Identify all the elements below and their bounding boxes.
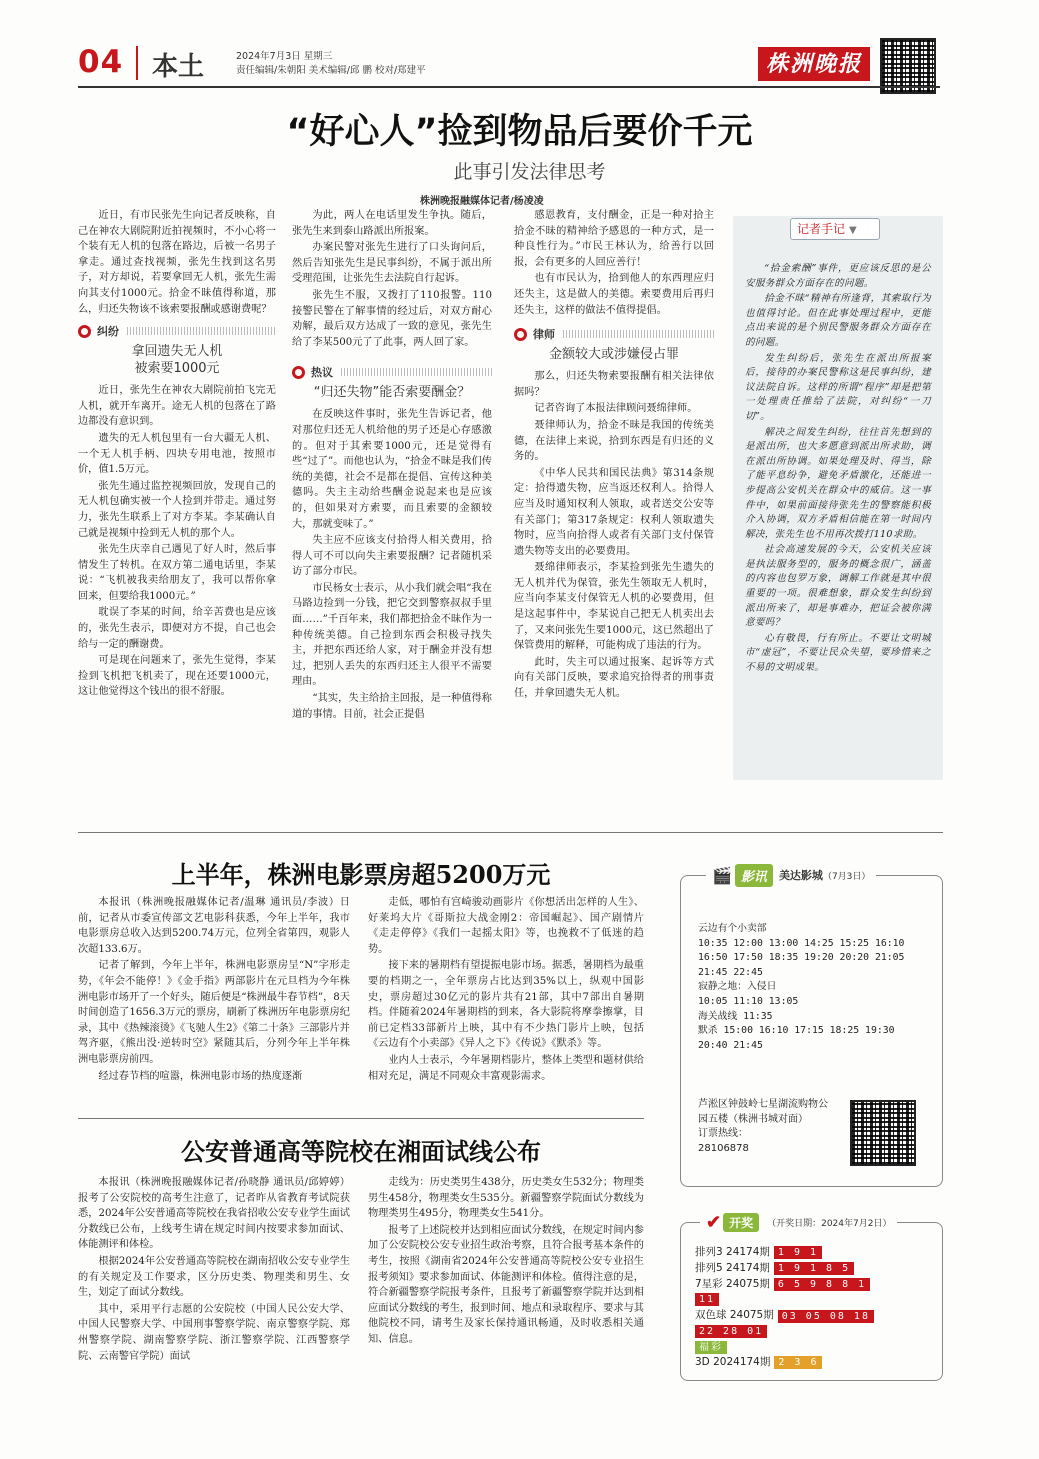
lottery-results-list bbox=[695, 1245, 935, 1371]
section-name: 本土 bbox=[152, 52, 205, 82]
paragraph: 报考了上述院校并达到相应面试分数线，在规定时间内参加了公安院校公安专业招生政治考察，且符合报考基本条件的考生，按照《湖南省2024年公安普通高等院校公安专业招生报考须知》要求参加面试、体能测评和体检。值得注意的是，符合新疆警察学院报考条件，且报考了新疆警察学院并达到相应面试分数线的考生，报到时间、地点和录取程序、要求与其他院校不同，请考生及家长保持通讯畅通，及时收悉相关通知、信息。 bbox=[368, 1224, 644, 1345]
paragraph: 张先生庆幸自己遇见了好人时，然后事情发生了转机。在双方第二通电话里，李某说：“飞机被我卖给朋友了，我可以帮你拿回来，但要给我1000元。” bbox=[78, 544, 276, 602]
section-tag: 律师 bbox=[533, 328, 555, 342]
showtime-line: 寂静之地：入侵日 bbox=[698, 981, 777, 993]
paragraph: 感恩教育，支付酬金，正是一种对拾主拾金不昧的精神给予感恩的一种方式，是一种良性行为。”市民王林认为，给善行以回报，会有更多的人回应善行！ bbox=[514, 210, 714, 268]
note-paragraph: 拾金不昧“精神有所逢背，其索取行为也值得讨论。但在此事处理过程中，更能点出来说的是个别民警服务群众方面存在的问题。 bbox=[745, 293, 931, 348]
paragraph: 遗失的无人机包里有一台大疆无人机、一个无人机手柄、四块专用电池，按照市价，值1.5万元。 bbox=[78, 432, 276, 476]
section-header-discussion bbox=[292, 364, 492, 380]
newspaper-logo: 株洲晚报 bbox=[758, 47, 870, 81]
paragraph: 聂律师认为，拾金不昧是我国的传统美德，在法律上来说，拾到东西是有归还的义务的。 bbox=[514, 419, 714, 463]
subtitle-line: 被索要1000元 bbox=[134, 361, 220, 377]
lottery-numbers: 11 bbox=[695, 1293, 719, 1306]
header-rule bbox=[78, 86, 940, 88]
paragraph: 经过春节档的喧嚣，株洲电影市场的热度逐渐 bbox=[98, 1070, 303, 1082]
film-camera-icon: 🎬 bbox=[712, 865, 732, 885]
showtime-line: 20:40 21:45 bbox=[698, 1039, 763, 1051]
editors-line: 责任编辑/朱朝阳 美术编辑/邱 鹏 校对/郑建平 bbox=[236, 65, 426, 76]
lottery-name: 排列3 24174期 bbox=[695, 1246, 770, 1258]
phone-number: 28106878 bbox=[698, 1142, 749, 1154]
section-subtitle bbox=[78, 343, 276, 377]
paragraph: 张先生通过监控视频回放，发现自己的无人机包确实被一个人捡到并带走。通过努力，张先生联系上了对方李某。李某确认自己就是视频中捡到无人机的那个人。 bbox=[78, 480, 276, 539]
journalist-notes-body bbox=[745, 262, 931, 677]
paragraph: 本报讯（株洲晚报融媒体记者/温琳 通讯员/李波）日前，记者从市委宣传部文艺电影科获悉，今年上半年，我市电影票房总收入达到5200.74万元，位列全省第四，观影人次超133.6万。 bbox=[78, 897, 350, 955]
lottery-numbers: 22 28 01 bbox=[695, 1325, 767, 1338]
notes-tab-label: 记者手记 bbox=[797, 222, 846, 236]
hatched-bar bbox=[563, 330, 714, 338]
movie-label: 影讯 bbox=[735, 864, 773, 887]
lottery-numbers: 2 3 6 bbox=[774, 1356, 822, 1369]
note-paragraph: 心有敬畏，行有所止。不要让文明城市“虚冠”，不要让民众失望，要珍惜来之不易的文明成果。 bbox=[745, 632, 931, 674]
paragraph: 本报讯（株洲晚报融媒体记者/孙晓静 通讯员/邱婷婷）报考了公安院校的高考生注意了，记者昨从省教育考试院获悉，2024年公安普通高等院校在我省招收公安专业学生面试分数线已公布，上线考生请在规定时间内按要求参加面试、体能测评和体检。 bbox=[78, 1177, 350, 1251]
lottery-name: 福彩 bbox=[695, 1341, 727, 1354]
article2-title: 上半年，株洲电影票房超5200万元 bbox=[171, 860, 551, 889]
article1-subtitle: 此事引发法律思考 bbox=[453, 161, 606, 183]
section-rule bbox=[78, 1118, 644, 1119]
circle-icon bbox=[514, 328, 527, 341]
paragraph: 耽误了李某的时间，给辛苦费也是应该的，张先生表示，即便对方不提，自己也会给与一定的酬谢费。 bbox=[78, 607, 276, 650]
paragraph: 近日，张先生在神农大剧院前拍飞完无人机，就开车离开。途无人机的包落在了路边都没有意识到。 bbox=[78, 385, 276, 428]
lottery-row bbox=[695, 1277, 935, 1309]
showtime-line: 16:50 17:50 18:35 19:20 20:20 21:05 bbox=[698, 952, 905, 964]
article3-title: 公安普通高等院校在湘面试线公布 bbox=[181, 1137, 541, 1166]
paragraph: 张先生不服，又拨打了110报警。110接警民警在了解事情的经过后，对双方耐心劝解，最后双方达成了一致的意见，张先生给了李某500元了了此事，两人回了家。 bbox=[292, 289, 492, 348]
journalist-notes-tab bbox=[790, 218, 880, 240]
paragraph: 办案民警对张先生进行了口头询问后，然后告知张先生是民事纠纷，不属于派出所受理范围，让张先生去法院自行起诉。 bbox=[292, 242, 492, 285]
section-rule bbox=[78, 832, 943, 833]
article1-column-3 bbox=[514, 208, 714, 703]
paragraph: 也有市民认为，拾到他人的东西理应归还失主，这是做人的美德。索要费用后再归还失主，这样的做法不值得提倡。 bbox=[514, 273, 714, 316]
article2-column-1 bbox=[78, 895, 350, 1085]
lottery-name: 7星彩 24075期 bbox=[695, 1277, 770, 1290]
section-header-lawyer bbox=[514, 326, 714, 342]
cinema-name: 美达影城 bbox=[778, 869, 823, 882]
circle-icon bbox=[292, 366, 305, 379]
paragraph: 记者了解到，今年上半年，株洲电影票房呈“N”字形走势，《年会不能停！》《金手指》两部影片在元旦档为今年株洲电影市场开了一个好头，随后便是“株洲最牛春节档”，8天时间创造了1656.3万元的票房，刷新了株洲历年电影票房纪录，其中《热辣滚烫》《飞驰人生2》《第二十条》三部影片并驾齐驱，《熊出没·逆转时空》紧随其后，分列今年上半年株洲电影票房前四。 bbox=[78, 960, 350, 1065]
lottery-numbers: 1 9 1 bbox=[774, 1246, 822, 1259]
paragraph: 那么，归还失物索要报酬有相关法律依据吗？ bbox=[514, 371, 714, 398]
paragraph: 其中，采用平行志愿的公安院校（中国人民公安大学、中国人民警察大学、中国刑事警察学院、南京警察学院、郑州警察学院、湖南警察学院、浙江警察学院、江西警察学院、云南警官学院）面试 bbox=[78, 1303, 350, 1362]
note-paragraph: “拾金索酬”事件，更应该反思的是公安服务群众方面存在的问题。 bbox=[745, 263, 931, 289]
paragraph: 失主应不应该支付拾得人相关费用，拾得人可不可以向失主索要报酬？记者随机采访了部分市民。 bbox=[292, 535, 492, 578]
paragraph: 为此，两人在电话里发生争执。随后，张先生来到泰山路派出所报案。 bbox=[292, 210, 492, 237]
lottery-numbers: 03 05 08 18 bbox=[778, 1310, 874, 1323]
lottery-row bbox=[695, 1340, 935, 1355]
lottery-row bbox=[695, 1308, 935, 1340]
phone-label: 订票热线： bbox=[698, 1128, 748, 1140]
article1-title: “好心人”捡到物品后要价千元 bbox=[286, 112, 753, 152]
section-subtitle: “归还失物”能否索要酬金？ bbox=[313, 385, 471, 401]
paragraph: 接下来的暑期档有望提振电影市场。据悉，暑期档为最重要的档期之一，全年票房占比达到35%以上，纵观中国影史，票房超过30亿元的影片共有21部，其中7部出自暑期档。伴随着2024年暑期档的到来，各大影院将摩拳擦掌，目前已定档33部新片上映，其中有不少热门影片上映，包括《云边有个小卖部》《异人之下》《传说》《默杀》等。 bbox=[368, 960, 644, 1050]
article1-byline: 株洲晚报融媒体记者/杨凌凌 bbox=[420, 196, 544, 207]
section-header-dispute bbox=[78, 323, 276, 339]
lottery-name: 3D 2024174期 bbox=[695, 1355, 771, 1368]
paragraph: 可是现在问题来了，张先生觉得，李某捡到飞机把飞机卖了，现在还要1000元，这让他觉得这个钱出的很不舒服。 bbox=[78, 655, 276, 698]
lottery-name: 双色球 24075期 bbox=[695, 1309, 774, 1322]
showtimes-list bbox=[698, 922, 930, 1053]
lottery-header bbox=[700, 1210, 897, 1234]
lottery-numbers: 6 5 9 8 8 1 bbox=[774, 1278, 870, 1291]
article2-column-2 bbox=[368, 895, 644, 1085]
movie-listings-header bbox=[706, 862, 876, 888]
section-tag: 热议 bbox=[311, 366, 333, 380]
triangle-down-icon: ▼ bbox=[849, 225, 857, 236]
note-paragraph: 解决之间发生纠纷，往往首先想到的是派出所，也大多愿意到派出所求助，调在派出所协调。如果处理及时、得当，除了能平息纷争，避免矛盾激化，还能进一步提高公安机关在群众中的威信。这一事件中，如果前面接待张先生的警察能积极介入协调，双方矛盾相信能在第一时间内解决，张先生也不用再次拨打110求助。 bbox=[745, 426, 931, 540]
note-paragraph: 发生纠纷后，张先生在派出所报案后，接待的办案民警称这是民事纠纷，建议法院自诉。这样的所谓“程序”却是把第一处理责任推给了法院，对纠纷“一刀切”。 bbox=[745, 352, 931, 422]
showtime-line: 10:05 11:10 13:05 bbox=[698, 995, 799, 1007]
cinema-address-block bbox=[698, 1098, 828, 1156]
lottery-name: 排列5 24174期 bbox=[695, 1261, 770, 1274]
paragraph: 此时，失主可以通过报案、起诉等方式向有关部门反映，要求追究拾得者的刑事责任，并拿回遗失无人机。 bbox=[514, 656, 714, 700]
article1-column-1 bbox=[78, 208, 276, 701]
checkmark-icon: ✔ bbox=[706, 1211, 722, 1233]
lottery-row bbox=[695, 1261, 935, 1277]
paragraph: 记者咨询了本报法律顾问聂绵律师。 bbox=[534, 403, 698, 415]
hatched-bar bbox=[341, 368, 492, 376]
note-paragraph: 社会高速发展的今天，公安机关应该是执法服务型的，服务的概念很广，涵盖的内容也包罗万象，调解工作就是其中很重要的一项。很难想象，群众发生纠纷到派出所来了，却是事难办，把证会被你满意要吗？ bbox=[745, 544, 931, 629]
paragraph: 聂绵律师表示，李某捡到张先生遗失的无人机并代为保管，张先生领取无人机时，应当向李某支付保管无人机的必要费用，但是这起事件中，李某说自己把无人机卖出去了，又来问张先生要1000元，这已然超出了保管费用的解释，可能构成了违法的行为。 bbox=[514, 562, 714, 652]
showtime-line: 海关战线 11:35 bbox=[698, 1010, 773, 1022]
header-meta bbox=[236, 50, 426, 78]
lottery-row bbox=[695, 1355, 935, 1371]
paragraph: 在反映这件事时，张先生告诉记者，他对那位归还无人机给他的男子还是心存感激的。但对于其索要1000元，还是觉得有些“过了”。而他也认为，“拾金不昧是我们传统的美德，社会不是都在提倡、宣传这种美德吗。失主主动给些酬金说起来也是应该的，但如果对方索要，而且索要的金额较大，那就变味了。” bbox=[292, 409, 492, 530]
header-divider bbox=[136, 46, 138, 80]
paragraph: 业内人士表示，今年暑期档影片，整体上类型和题材供给相对充足，满足不同观众丰富观影需求。 bbox=[368, 1054, 644, 1082]
lottery-date: （开奖日期：2024年7月2日） bbox=[767, 1218, 892, 1229]
paragraph: 走线为：历史类男生438分，历史类女生532分；物理类男生458分，物理类女生535分。新疆警察学院面试分数线为物理类男生495分，物理类女生541分。 bbox=[368, 1177, 644, 1220]
article1-intro: 近日，有市民张先生向记者反映称，自己在神农大剧院附近拍视频时，不小心将一个装有无人机的包落在路边，后被一名男子拿走。通过查找视频，张先生找到这名男子，对方却说，若要拿回无人机，张先生需向其支付1000元。拾金不昧值得称道，那么，归还失物该不该索要报酬或感谢费呢？ bbox=[78, 210, 276, 315]
showtime-line: 云边有个小卖部 bbox=[698, 923, 767, 934]
circle-icon bbox=[78, 325, 91, 338]
lottery-label: 开奖 bbox=[723, 1213, 759, 1232]
showtime-line: 默杀 15:00 16:10 17:15 18:25 19:30 bbox=[698, 1025, 895, 1037]
paragraph: “其实，失主给拾主回报，是一种值得称道的事情。目前，社会正提倡 bbox=[292, 693, 492, 720]
paragraph: 走低，哪怕有宫崎骏动画影片《你想活出怎样的人生》、好莱坞大片《哥斯拉大战金刚2：帝国崛起》、国产剧情片《走走停停》《我们一起摇太阳》等，也挽救不了低迷的趋势。 bbox=[368, 897, 644, 955]
section-subtitle: 金额较大或涉嫌侵占罪 bbox=[548, 347, 679, 363]
issue-date: 2024年7月3日 星期三 bbox=[236, 51, 333, 62]
paragraph: 根据2024年公安普通高等院校在湖南招收公安专业学生的有关规定及工作要求，区分历史类、物理类和男生、女生，划定了面试分数线。 bbox=[78, 1255, 350, 1299]
article3-column-1 bbox=[78, 1175, 350, 1365]
subtitle-line: 拿回遗失无人机 bbox=[131, 344, 223, 360]
qr-code-icon bbox=[850, 1100, 916, 1166]
paragraph: 《中华人民共和国民法典》第314条规定：拾得遗失物，应当返还权利人。拾得人应当及时通知权利人领取，或者送交公安等有关部门；第317条规定：权利人领取遗失物时，应当向拾得人或者有关部门支付保管遗失物等支出的必要费用。 bbox=[514, 467, 714, 557]
paragraph: 市民杨女士表示，从小我们就会唱“我在马路边捡到一分钱，把它交到警察叔叔手里面……”千百年来，我们都把拾金不昧作为一种传统美德。自己捡到东西会积极寻找失主，并把东西还给人家，对于酬金并没有想过，把别人丢失的东西归还主人很平不需要理由。 bbox=[292, 582, 492, 688]
lottery-numbers: 1 9 1 8 5 bbox=[774, 1262, 854, 1275]
movie-date: （7月3日） bbox=[822, 871, 871, 882]
section-tag: 纠纷 bbox=[97, 325, 119, 339]
page-number: 04 bbox=[78, 44, 124, 80]
hatched-bar bbox=[127, 327, 276, 335]
article3-column-2 bbox=[368, 1175, 644, 1349]
cinema-address: 芦淞区钟鼓岭七星湖流购物公园五楼（株洲书城对面） bbox=[698, 1099, 828, 1125]
showtime-line: 21:45 22:45 bbox=[698, 966, 763, 978]
lottery-row bbox=[695, 1245, 935, 1261]
article1-column-2 bbox=[292, 208, 492, 723]
showtime-line: 10:35 12:00 13:00 14:25 15:25 16:10 bbox=[698, 937, 905, 949]
